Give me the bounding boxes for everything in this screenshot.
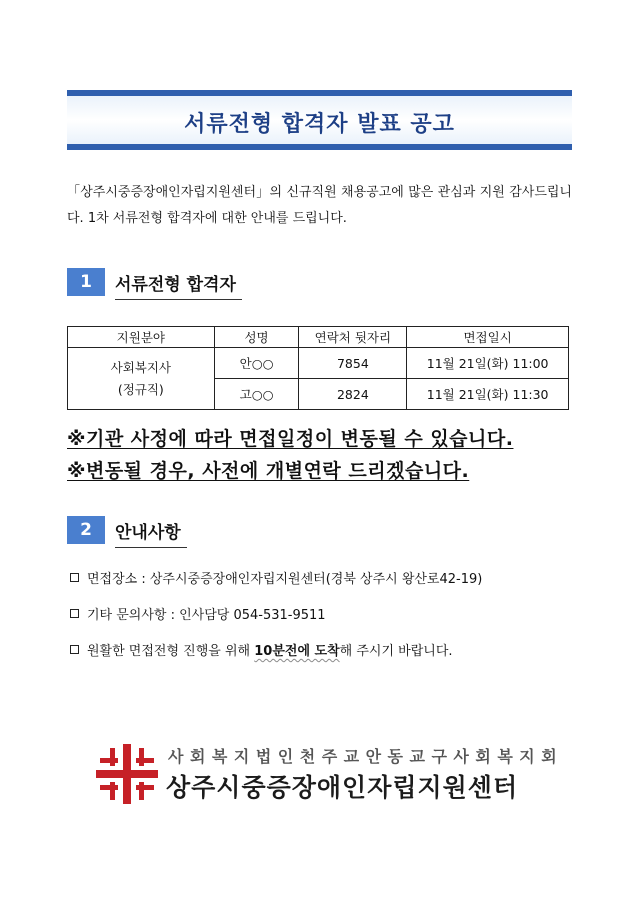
intro-paragraph: 「상주시중증장애인자립지원센터」의 신규직원 채용공고에 많은 관심과 지원 감사드립니다. 1차 서류전형 합격자에 대한 안내를 드립니다. [67,185,572,226]
checkbox-icon [70,573,79,582]
guide-location [70,568,482,587]
contact-notice: ※변동될 경우, 사전에 개별연락 드리겠습니다. [67,460,470,482]
applicant-phone: 7854 [299,348,407,379]
field-cell [68,348,215,410]
page-title: 서류전형 합격자 발표 공고 [184,112,455,137]
section-1-label: 서류전형 합격자 [115,270,242,300]
org-name: 상주시중증장애인자립지원센터 [166,773,519,802]
applicant-name: 고○○ [214,379,299,410]
section-2-number: 2 [67,516,105,544]
guide-arrival-prefix: 원활한 면접전형 진행을 위해 [87,644,255,659]
emblem-shape [96,744,158,804]
checkbox-icon [70,609,79,618]
guide-arrival-suffix: 해 주시기 바랍니다. [339,644,453,659]
guide-inquiry-text: 기타 문의사항 : 인사담당 054-531-9511 [87,608,326,623]
section-1-number: 1 [67,268,105,296]
section-2-label: 안내사항 [115,518,187,548]
header-schedule: 면접일시 [407,327,569,348]
interview-schedule: 11월 21일(화) 11:00 [407,348,569,379]
title-banner [67,90,572,150]
checkbox-icon [70,645,79,654]
guide-inquiry [70,604,326,623]
org-subtitle: 사회복지법인천주교안동교구사회복지회 [168,747,564,766]
header-phone: 연락처 뒷자리 [299,327,407,348]
field-line2: (정규직) [117,381,164,397]
table-row [68,348,569,379]
guide-arrival-emphasis: 10분전에 도착 [254,644,340,659]
applicant-name: 안○○ [214,348,299,379]
table-header-row [68,327,569,348]
schedule-change-notice: ※기관 사정에 따라 면접일정이 변동될 수 있습니다. [67,428,514,450]
field-line1: 사회복지사 [110,359,172,375]
guide-location-text: 면접장소 : 상주시중증장애인자립지원센터(경북 상주시 왕산로42-19) [87,572,483,587]
applicant-phone: 2824 [299,379,407,410]
cross-emblem-icon [96,744,158,804]
header-field: 지원분야 [68,327,215,348]
guide-arrival [70,640,453,659]
interview-schedule: 11월 21일(화) 11:30 [407,379,569,410]
applicant-table [67,326,569,410]
header-name: 성명 [214,327,299,348]
